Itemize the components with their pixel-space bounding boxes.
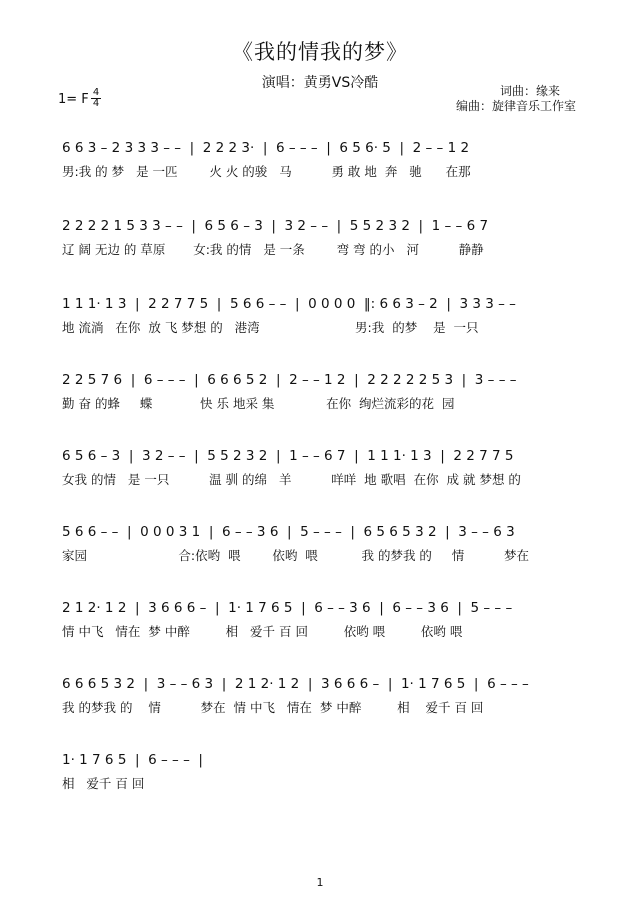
- lyricist-credit: 词曲：缘来: [500, 84, 561, 98]
- lyric-line: 男:我 的 梦 是 一匹 火 火 的骏 马 勇 敢 地 奔 驰 在那: [62, 164, 471, 179]
- score-line-1: [62, 138, 590, 202]
- score-line-6: [62, 522, 590, 586]
- notation-line: 2 1 2· 1 2 | 3 6 6 6 – | 1· 1 7 6 5 | 6 – – 3 6 | 6 – – 3 6 | 5 – – –: [62, 600, 513, 616]
- lyric-line: 女我 的情 是 一只 温 驯 的绵 羊 咩咩 地 歌唱 在你 成 就 梦想 的: [62, 472, 521, 487]
- lyric-line: 相 爱千 百 回: [62, 776, 145, 791]
- score-line-7: [62, 598, 590, 662]
- score-line-2: [62, 216, 590, 280]
- singer-credit: 演唱：黄勇VS冷酷: [261, 75, 379, 91]
- notation-line: 1 1 1· 1 3 | 2 2 7 7 5 | 5 6 6 – – | 0 0 0 0 ‖: 6 6 3 – 2 | 3 3 3 – –: [62, 296, 516, 312]
- notation-line: 2 2 2 2 1 5 3 3 – – | 6 5 6 – 3 | 3 2 – – | 5 5 2 3 2 | 1 – – 6 7: [62, 218, 489, 234]
- lyric-line: 情 中飞 情在 梦 中醉 相 爱千 百 回 依哟 喂 依哟 喂: [62, 624, 463, 639]
- notation-line: 6 6 3 – 2 3 3 3 – – | 2 2 2 3· | 6 – – – | 6 5 6· 5 | 2 – – 1 2: [62, 140, 470, 156]
- notation-line: 2 2 5 7 6 | 6 – – – | 6 6 6 5 2 | 2 – – 1 2 | 2 2 2 2 2 5 3 | 3 – – –: [62, 372, 517, 388]
- notation-line: 6 5 6 – 3 | 3 2 – – | 5 5 2 3 2 | 1 – – 6 7 | 1 1 1· 1 3 | 2 2 7 7 5: [62, 448, 514, 464]
- lyric-line: 地 流淌 在你 放 飞 梦想 的 港湾 男:我 的梦 是 一只: [62, 320, 479, 335]
- key-signature: 1= F: [58, 92, 89, 107]
- lyric-line: 家园 合:依哟 喂 依哟 喂 我 的梦我 的 情 梦在: [62, 548, 530, 563]
- arranger-credit: 编曲：旋律音乐工作室: [456, 99, 577, 113]
- song-title: 《我的情我的梦》: [232, 40, 408, 64]
- score-line-5: [62, 446, 590, 510]
- score-line-9: [62, 750, 590, 814]
- page-number: 1: [316, 876, 324, 889]
- score-line-4: [62, 370, 590, 434]
- time-signature-bottom: 4: [92, 98, 100, 109]
- lyric-line: 我 的梦我 的 情 梦在 情 中飞 情在 梦 中醉 相 爱千 百 回: [62, 700, 484, 715]
- notation-line: 5 6 6 – – | 0 0 0 3 1 | 6 – – 3 6 | 5 – – – | 6 5 6 5 3 2 | 3 – – 6 3: [62, 524, 515, 540]
- notation-line: 1· 1 7 6 5 | 6 – – – |: [62, 752, 203, 768]
- notation-line: 6 6 6 5 3 2 | 3 – – 6 3 | 2 1 2· 1 2 | 3 6 6 6 – | 1· 1 7 6 5 | 6 – – –: [62, 676, 529, 692]
- lyric-line: 勤 奋 的蜂 蝶 快 乐 地采 集 在你 绚烂流彩的花 园: [62, 396, 455, 411]
- score-line-8: [62, 674, 590, 738]
- time-signature-top: 4: [92, 87, 100, 98]
- lyric-line: 辽 阔 无边 的 草原 女:我 的情 是 一条 弯 弯 的小 河 静静: [62, 242, 484, 257]
- score-line-3: [62, 294, 590, 358]
